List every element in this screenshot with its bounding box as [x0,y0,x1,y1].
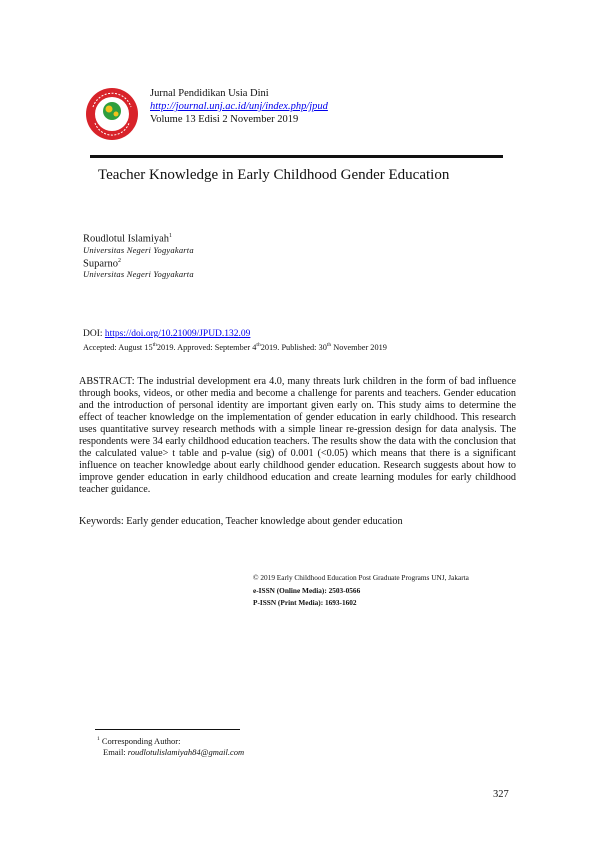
corresponding-email: Email: roudlotulislamiyah84@gmail.com [103,747,245,758]
author-name: Suparno$^2$ [83,257,121,269]
author-affiliation: Universitas Negeri Yogyakarta [83,269,194,279]
doi-label: DOI: [83,329,105,339]
paper-title: Teacher Knowledge in Early Childhood Gender Education [98,167,450,183]
journal-logo [85,87,139,141]
footnote-rule [95,729,240,730]
header-rule [90,155,503,158]
journal-url-link[interactable]: http://journal.unj.ac.id/unj/index.php/jpud [150,101,328,112]
author-affiliation: Universitas Negeri Yogyakarta [83,244,194,255]
copyright-line: © 2019 Early Childhood Education Post Graduate Programs UNJ, Jakarta [253,573,469,582]
keywords: Keywords: Early gender education, Teacher knowledge about gender education [79,516,403,527]
author-name: Roudlotul Islamiyah$^1$ [83,233,173,245]
journal-volume: Volume 13 Edisi 2 November 2019 [150,114,299,125]
footnote: $^1$ Corresponding Author: Email: roudlotulislamiyah84@gmail.com [97,735,245,758]
email-address[interactable]: roudlotulislamiyah84@gmail.com [127,747,245,758]
eissn: e-ISSN (Online Media): 2503-0566 [253,585,361,595]
copyright-block [253,572,469,610]
doi-link[interactable]: https://doi.org/10.21009/JPUD.132.09 [104,329,251,339]
footnote-label: Corresponding Author: [101,735,181,746]
author-block [83,231,194,280]
pissn: P-ISSN (Print Media): 1693-1602 [253,598,357,607]
abstract: ABSTRACT: The industrial development era 4.0, many threats lurk children in the form of bad influence through books, videos, or other media and become a challenge for parents and teachers. Gender education and the introduction of personal identity are important given early on. This study aims to determine the effect of teacher knowledge on the implementation of gender education in early childhood. This research uses quantitative survey research methods with a simple linear re-gression design for data analysis. The respondents were 34 early childhood education teachers. The results show the data with the conclusion that the calculated value> t table and p-value (sig) of 0.001 (<0.05) which means that there is a significant influence on teacher knowledge about early childhood gender education. Research suggests about how to improve gender education in early childhood education and create learning modules for early childhood teacher guidance. [79,376,516,495]
journal-name: Jurnal Pendidikan Usia Dini [150,88,269,99]
publication-dates: Accepted: August 15th2019. Approved: September 4th2019. Published: 30th November 2019 [83,342,387,352]
page-number: 327 [493,789,509,800]
journal-header [150,87,328,126]
doi-block [83,329,387,353]
